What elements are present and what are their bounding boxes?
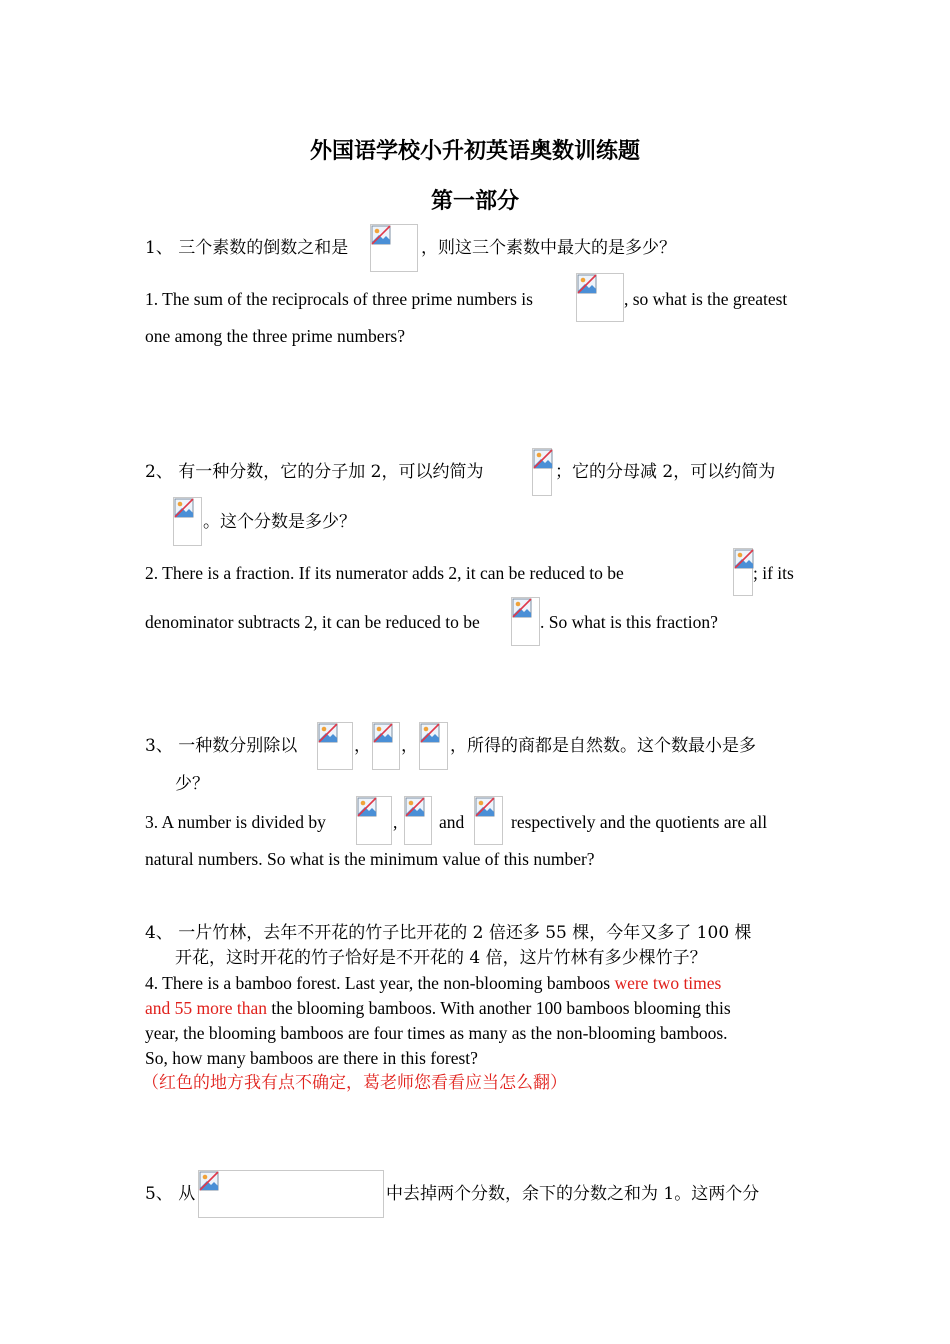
broken-image-icon — [533, 449, 553, 469]
q3-english-text-c: natural numbers. So what is the minimum value of this number? — [145, 849, 595, 869]
broken-image-icon — [512, 598, 532, 618]
q3-chinese-divisor-image-3 — [419, 722, 448, 770]
q3-chinese-comma-1: ， — [354, 736, 371, 756]
q2-english-text-c: denominator subtracts 2, it can be reduced to be — [145, 612, 480, 632]
q3-chinese-comma-2: ， — [401, 736, 418, 756]
q4-english-line-1 — [145, 971, 721, 995]
q3-english-text-b: respectively and the quotients are all — [511, 812, 768, 832]
q2-chinese-text-c: 。这个分数是多少？ — [203, 512, 356, 532]
q4-english-text-d: So, how many bamboos are there in this forest? — [145, 1048, 478, 1068]
translator-note: （红色的地方我有点不确定，葛老师您看看应当怎么翻） — [142, 1073, 567, 1093]
broken-image-icon — [475, 797, 495, 817]
q2-chinese-text-b: ；它的分母减 2，可以约简为 — [555, 462, 776, 482]
q4-english-uncertain-a2: were two times — [614, 973, 722, 993]
q3-chinese-text-c: 少？ — [175, 774, 209, 794]
q1-english-text-c: one among the three prime numbers? — [145, 326, 405, 346]
q1-chinese-text-b: ，则这三个素数中最大的是多少？ — [421, 238, 676, 258]
q1-english-text-b: , so what is the greatest — [624, 289, 788, 309]
q3-chinese-divisor-image-1 — [317, 722, 353, 770]
document-title: 外国语学校小升初英语奥数训练题 — [309, 138, 640, 164]
q1-chinese-text-a: 1、 三个素数的倒数之和是 — [145, 238, 349, 258]
broken-image-icon — [318, 723, 338, 743]
q4-chinese-text-b: 开花，这时开花的竹子恰好是不开花的 4 倍，这片竹林有多少棵竹子？ — [175, 948, 707, 968]
section-heading: 第一部分 — [430, 188, 519, 214]
q3-english-divisor-image-3 — [474, 796, 503, 845]
broken-image-icon — [357, 797, 377, 817]
q3-chinese-text-a: 3、 一种数分别除以 — [145, 736, 298, 756]
broken-image-icon — [420, 723, 440, 743]
q2-english-text-d: . So what is this fraction? — [540, 612, 718, 632]
q3-chinese-divisor-image-2 — [372, 722, 400, 770]
q5-fractions-image — [198, 1170, 384, 1218]
q1-chinese-formula-image — [370, 224, 418, 272]
q4-english-text-b2: the blooming bamboos. With another 100 bamboos blooming this — [266, 998, 731, 1018]
q4-english-text-a1: 4. There is a bamboo forest. Last year, the non-blooming bamboos — [145, 973, 615, 993]
broken-image-icon — [174, 498, 194, 518]
broken-image-icon — [405, 797, 425, 817]
q2-chinese-formula-image-2 — [173, 497, 202, 546]
q4-english-uncertain-b1: and 55 more than — [145, 998, 267, 1018]
q3-english-and: and — [439, 812, 465, 832]
q3-chinese-text-b: ，所得的商都是自然数。这个数最小是多 — [450, 736, 756, 756]
q2-english-text-b: ; if its — [753, 563, 794, 583]
q5-chinese-text-b: 中去掉两个分数，余下的分数之和为 1。这两个分 — [386, 1184, 760, 1204]
q4-chinese-text-a: 4、 一片竹林，去年不开花的竹子比开花的 2 倍还多 55 棵，今年又多了 100 棵 — [145, 923, 752, 943]
broken-image-icon — [373, 723, 393, 743]
broken-image-icon — [371, 225, 391, 245]
q2-english-text-a: 2. There is a fraction. If its numerator adds 2, it can be reduced to be — [145, 563, 624, 583]
q2-chinese-formula-image-1 — [532, 448, 552, 496]
q2-english-formula-image-2 — [511, 597, 540, 646]
q4-english-line-2 — [145, 996, 731, 1020]
q1-english-text-a: 1. The sum of the reciprocals of three prime numbers is — [145, 289, 533, 309]
q2-chinese-text-a: 2、 有一种分数，它的分子加 2，可以约简为 — [145, 462, 484, 482]
q3-english-divisor-image-1 — [356, 796, 392, 845]
broken-image-icon — [577, 274, 597, 294]
q3-english-divisor-image-2 — [404, 796, 432, 845]
broken-image-icon — [199, 1171, 219, 1191]
q3-english-comma: , — [393, 812, 398, 832]
q4-english-text-c: year, the blooming bamboos are four times as many as the non-blooming bamboos. — [145, 1023, 728, 1043]
q2-english-formula-image-1 — [733, 548, 753, 596]
q5-chinese-text-a: 5、 从 — [145, 1184, 196, 1204]
q3-english-text-a: 3. A number is divided by — [145, 812, 326, 832]
q1-english-formula-image — [576, 273, 624, 322]
broken-image-icon — [734, 549, 754, 569]
